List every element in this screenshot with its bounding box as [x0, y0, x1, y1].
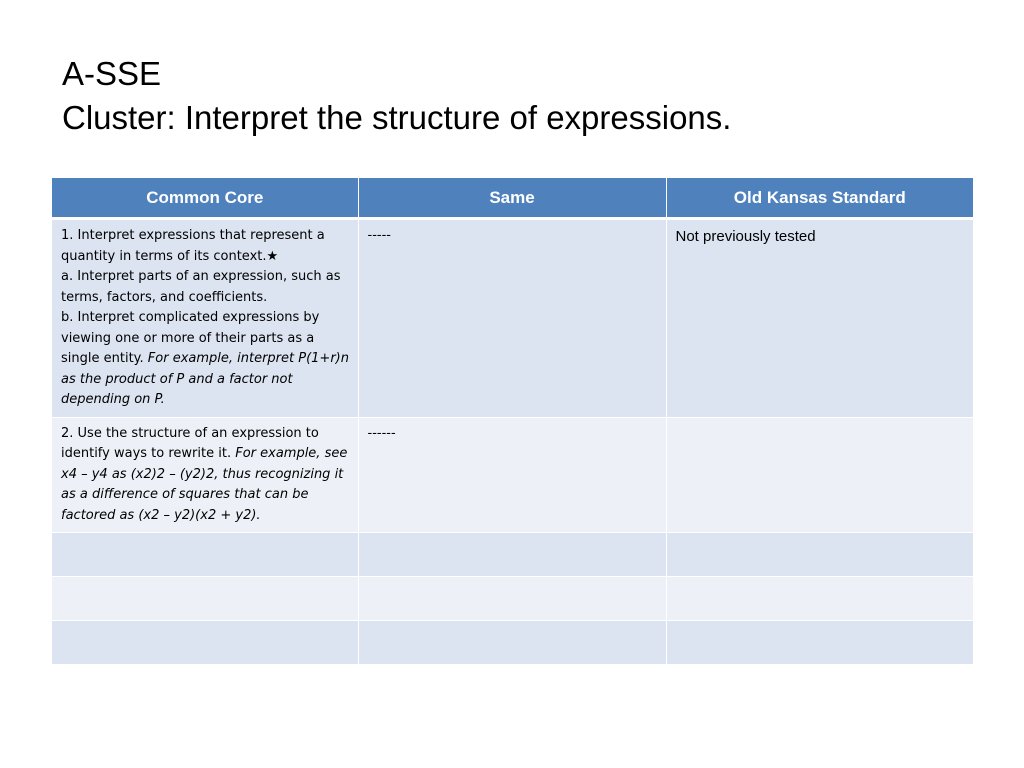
- standard-2-plain: 2. Use the structure of an expression to identify ways to rewrite it.: [61, 425, 319, 461]
- empty-cell: [666, 533, 973, 577]
- empty-cell: [666, 621, 973, 665]
- title-line-2: Cluster: Interpret the structure of expressions.: [62, 99, 732, 136]
- cell-old-kansas-standard: [666, 417, 973, 533]
- standards-table: [52, 178, 973, 665]
- cell-old-kansas-standard: Not previously tested: [666, 219, 973, 418]
- empty-cell: [358, 577, 666, 621]
- header-old-kansas-standard: Old Kansas Standard: [666, 178, 973, 219]
- cell-same: -----: [358, 219, 666, 418]
- empty-cell: [52, 621, 358, 665]
- cell-common-core: [52, 219, 358, 418]
- title-line-1: A-SSE: [62, 55, 162, 92]
- empty-cell: [666, 577, 973, 621]
- table-row: [52, 219, 973, 418]
- header-same: Same: [358, 178, 666, 219]
- cell-common-core: [52, 417, 358, 533]
- table-row: [52, 533, 973, 577]
- standard-1-text: 1. Interpret expressions that represent a quantity in terms of its context.★: [61, 228, 325, 264]
- table-row: [52, 577, 973, 621]
- empty-cell: [358, 533, 666, 577]
- standard-2-example: For example, see x4 – y4 as (x2)2 – (y2)2, thus recognizing it as a difference of squares that can be factored as (x2 – y2)(x2 + y2).: [61, 446, 348, 523]
- table-header-row: [52, 178, 973, 219]
- standard-1a-text: a. Interpret parts of an expression, such as terms, factors, and coefficients.: [61, 269, 341, 305]
- table-row: [52, 621, 973, 665]
- empty-cell: [52, 577, 358, 621]
- cell-same: ------: [358, 417, 666, 533]
- header-common-core: Common Core: [52, 178, 358, 219]
- standard-1b-plain: b. Interpret complicated expressions by viewing one or more of their parts as a single entity.: [61, 310, 320, 366]
- table-row: [52, 417, 973, 533]
- standard-1b-text: [61, 308, 350, 411]
- empty-cell: [52, 533, 358, 577]
- empty-cell: [358, 621, 666, 665]
- standard-1b-example: For example, interpret P(1+r)n as the product of P and a factor not depending on P.: [61, 351, 349, 407]
- slide-title: [62, 52, 962, 140]
